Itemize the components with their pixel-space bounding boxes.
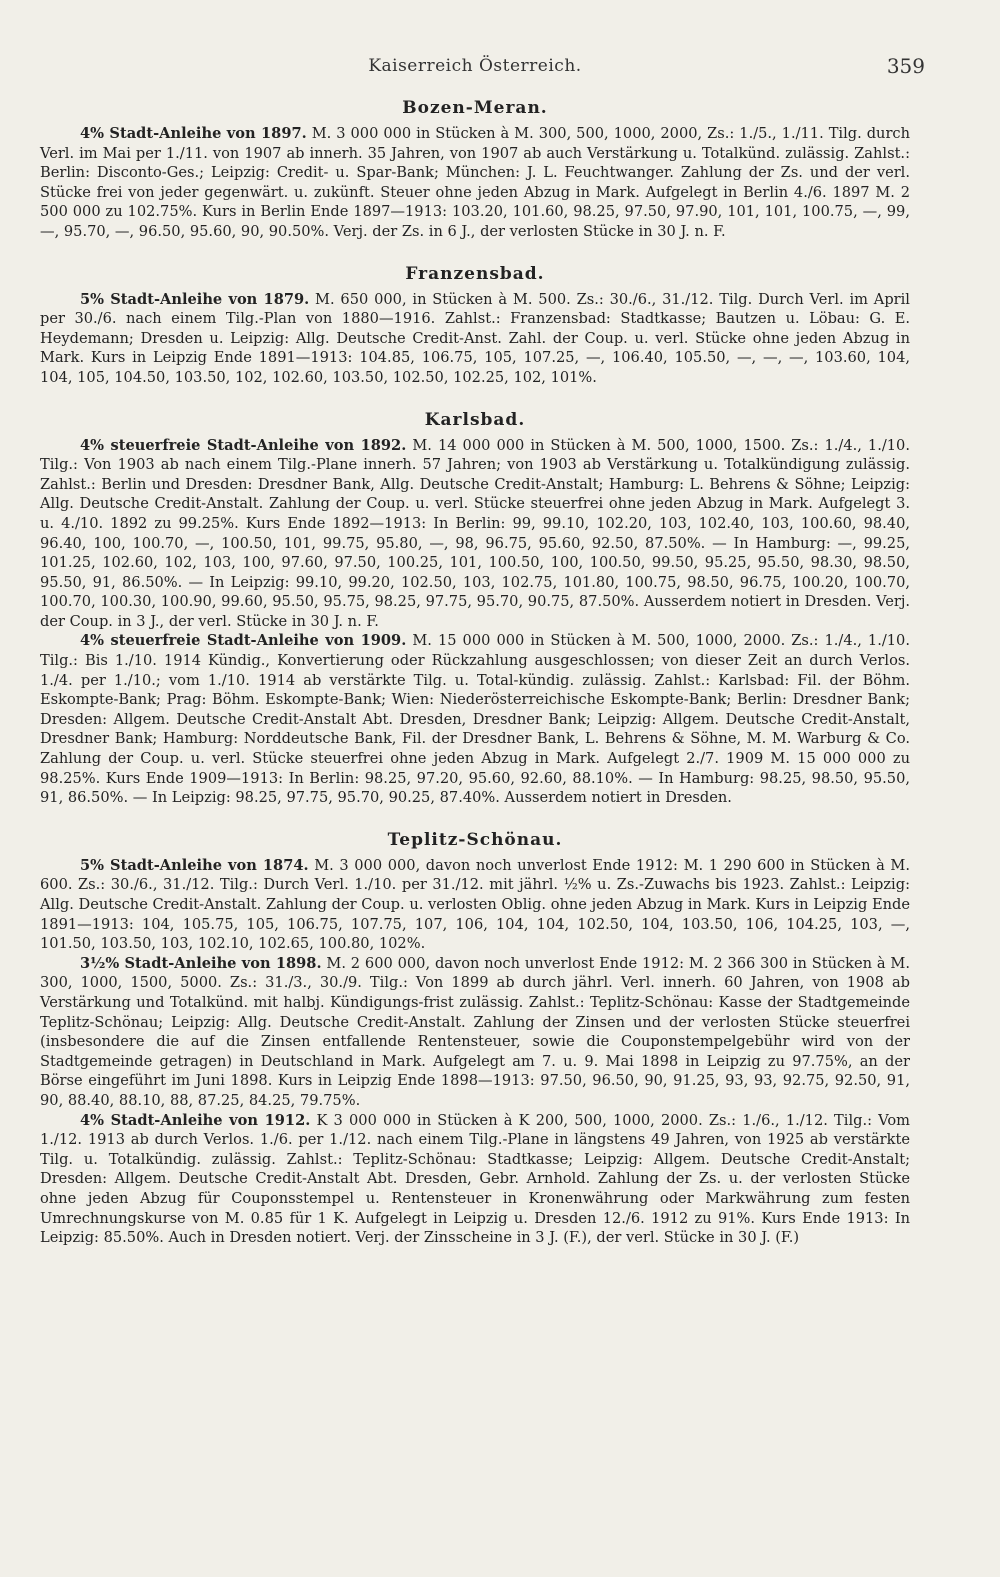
section-title: Franzensbad. <box>405 263 545 284</box>
bond-entry <box>40 1111 910 1248</box>
bond-text: M. 14 000 000 in Stücken à M. 500, 1000, 1500. Zs.: 1./4., 1./10. Tilg.: Von 1903 ab nach einem Tilg.-Plane innerh. 57 Jahren; von 1903 ab Verstärkung u. Totalkündigung zulässig. Zahlst.: Berlin und Dresden: Dresdner Bank, Allg. Deutsche Credit-Anstalt; Hamburg: L. Behrens & Söhne; Leipzig: Allg. Deutsche Credit-Anstalt. Zahlung der Coup. u. verl. Stücke steuerfrei ohne jeden Abzug in Mark. Aufgelegt 3. u. 4./10. 1892 zu 99.25%. Kurs Ende 1892—1913: In Berlin: 99, 99.10, 102.20, 103, 102.40, 103, 100.60, 98.40, 96.40, 100, 100.70, —, 100.50, 101, 99.75, 95.80, —, 98, 96.75, 95.60, 92.50, 87.50%. — In Hamburg: —, 99.25, 101.25, 102.60, 102, 103, 100, 97.60, 97.50, 100.25, 101, 100.50, 100, 100.50, 99.50, 95.25, 95.50, 98.30, 98.50, 95.50, 91, 86.50%. — In Leipzig: 99.10, 99.20, 102.50, 103, 102.75, 101.80, 100.75, 98.50, 96.75, 100.20, 100.70, 100.70, 100.30, 100.90, 99.60, 95.50, 95.75, 98.25, 97.75, 95.70, 90.75, 87.50%. Ausserdem notiert in Dresden. Verj. der Coup. in 3 J., der verl. Stücke in 30 J. n. F. <box>40 436 910 630</box>
bond-lead: 3½% Stadt-Anleihe von 1898. <box>80 954 322 972</box>
bond-entry <box>40 954 910 1111</box>
bond-text: M. 3 000 000 in Stücken à M. 300, 500, 1000, 2000, Zs.: 1./5., 1./11. Tilg. durch Verl. im Mai per 1./11. von 1907 ab innerh. 35 Jahren, von 1907 ab auch Verstärkung u. Totalkünd. zulässig. Zahlst.: Berlin: Disconto-Ges.; Leipzig: Credit- u. Spar-Bank; München: J. L. Feuchtwanger. Zahlung der Zs. und der verl. Stücke frei von jeder gegenwärt. u. zukünft. Steuer ohne jeden Abzug in Mark. Aufgelegt in Berlin 4./6. 1897 M. 2 500 000 zu 102.75%. Kurs in Berlin Ende 1897—1913: 103.20, 101.60, 98.25, 97.50, 97.90, 101, 101, 100.75, —, 99, —, 95.70, —, 96.50, 95.60, 90, 90.50%. Verj. der Zs. in 6 J., der verlosten Stücke in 30 J. n. F. <box>40 125 911 240</box>
bond-text: M. 3 000 000, davon noch unverlost Ende 1912: M. 1 290 600 in Stücken à M. 600. Zs.: 30./6., 31./12. Tilg.: Durch Verl. 1./10. per 31./12. mit jährl. ½% u. Zs.-Zuwachs bis 1923. Zahlst.: Leipzig: Allg. Deutsche Credit-Anstalt. Zahlung der Coup. u. verlosten Oblig. ohne jeden Abzug in Mark. Kurs in Leipzig Ende 1891—1913: 104, 105.75, 105, 106.75, 107.75, 107, 106, 104, 104, 102.50, 104, 103.50, 106, 104.25, 103, —, 101.50, 103.50, 103, 102.10, 102.65, 100.80, 102%. <box>40 856 910 953</box>
bond-entry <box>40 631 910 807</box>
bond-text: K 3 000 000 in Stücken à K 200, 500, 1000, 2000. Zs.: 1./6., 1./12. Tilg.: Vom 1./12. 1913 ab durch Verlos. 1./6. per 1./12. nach einem Tilg.-Plane in längstens 49 Jahren, von 1925 ab verstärkte Tilg. u. Totalkündig. zulässig. Zahlst.: Teplitz-Schönau: Stadtkasse; Leipzig: Allgem. Deutsche Credit-Anstalt; Dresden: Allgem. Deutsche Credit-Anstalt Abt. Dresden, Gebr. Arnhold. Zahlung der Zs. u. der verlosten Stücke ohne jeden Abzug für Couponsstempel u. Rentensteuer in Kronenwährung oder Markwährung zum festen Umrechnungskurse von M. 0.85 für 1 K. Aufgelegt in Leipzig u. Dresden 12./6. 1912 zu 91%. Kurs Ende 1913: In Leipzig: 85.50%. Auch in Dresden notiert. Verj. der Zinsscheine in 3 J. (F.), der verl. Stücke in 30 J. (F.) <box>40 1111 910 1247</box>
bond-text: M. 650 000, in Stücken à M. 500. Zs.: 30./6., 31./12. Tilg. Durch Verl. im April per 30./6. nach einem Tilg.-Plan von 1880—1916. Zahlst.: Franzensbad: Stadtkasse; Bautzen u. Löbau: G. E. Heydemann; Dresden u. Leipzig: Allg. Deutsche Credit-Anst. Zahl. der Coup. u. verl. Stücke ohne jeden Abzug in Mark. Kurs in Leipzig Ende 1891—1913: 104.85, 106.75, 105, 107.25, —, 106.40, 105.50, —, —, —, 103.60, 104, 104, 105, 104.50, 103.50, 102, 102.60, 103.50, 102.50, 102.25, 102, 101%. <box>40 290 910 386</box>
section-karlsbad <box>40 410 910 808</box>
bond-entry <box>40 856 910 954</box>
section-title: Karlsbad. <box>424 409 526 430</box>
section-franzensbad <box>40 264 910 388</box>
bond-lead: 4% steuerfreie Stadt-Anleihe von 1892. <box>80 436 407 454</box>
bond-lead: 4% Stadt-Anleihe von 1912. <box>80 1111 311 1129</box>
section-title: Teplitz-Schönau. <box>387 829 563 850</box>
bond-lead: 5% Stadt-Anleihe von 1874. <box>80 856 309 874</box>
bond-entry <box>40 436 910 632</box>
running-head <box>40 48 925 88</box>
bond-text: M. 15 000 000 in Stücken à M. 500, 1000, 2000. Zs.: 1./4., 1./10. Tilg.: Bis 1./10. 1914 Kündig., Konvertierung oder Rückzahlung ausgeschlossen; von dieser Zeit an durch Verlos. 1./4. per 1./10.; vom 1./10. 1914 ab verstärkte Tilg. u. Total-kündig. zulässig. Zahlst.: Karlsbad: Fil. der Böhm. Eskompte-Bank; Prag: Böhm. Eskompte-Bank; Wien: Niederösterreichische Eskompte-Bank; Berlin: Dresdner Bank; Dresden: Allgem. Deutsche Credit-Anstalt Abt. Dresden, Dresdner Bank; Leipzig: Allgem. Deutsche Credit-Anstalt, Dresdner Bank; Hamburg: Norddeutsche Bank, Fil. der Dresdner Bank, L. Behrens & Söhne, M. M. Warburg & Co. Zahlung der Coup. u. verl. Stücke steuerfrei ohne jeden Abzug in Mark. Aufgelegt 2./7. 1909 M. 15 000 000 zu 98.25%. Kurs Ende 1909—1913: In Berlin: 98.25, 97.20, 95.60, 92.60, 88.10%. — In Hamburg: 98.25, 98.50, 95.50, 91, 86.50%. — In Leipzig: 98.25, 97.75, 95.70, 90.25, 87.40%. Ausserdem notiert in Dresden. <box>40 632 910 807</box>
page-number: 359 <box>886 54 925 78</box>
section-bozen-meran <box>40 98 910 242</box>
running-title: Kaiserreich Österreich. <box>368 56 582 76</box>
bond-text: M. 2 600 000, davon noch unverlost Ende 1912: M. 2 366 300 in Stücken à M. 300, 1000, 1500, 5000. Zs.: 31./3., 30./9. Tilg.: Von 1899 ab durch jährl. Verl. innerh. 60 Jahren, von 1908 ab Verstärkung und Totalkünd. mit halbj. Kündigungs-frist zulässig. Zahlst.: Teplitz-Schönau: Kasse der Stadtgemeinde Teplitz-Schönau; Leipzig: Allg. Deutsche Credit-Anstalt. Zahlung der Zinsen und der verlosten Stücke steuerfrei (insbesondere die auf die Zinsen entfallende Rentensteuer, sowie die Couponstempelgebühr wird von der Stadtgemeinde getragen) in Deutschland in Mark. Aufgelegt am 7. u. 9. Mai 1898 in Leipzig zu 97.75%, an der Börse eingeführt im Juni 1898. Kurs in Leipzig Ende 1898—1913: 97.50, 96.50, 90, 91.25, 93, 93, 92.75, 92.50, 91, 90, 88.40, 88.10, 88, 87.25, 84.25, 79.75%. <box>40 954 910 1109</box>
bond-entry <box>40 290 910 388</box>
section-title: Bozen-Meran. <box>402 98 548 118</box>
bond-lead: 4% steuerfreie Stadt-Anleihe von 1909. <box>80 632 407 650</box>
bond-lead: 5% Stadt-Anleihe von 1879. <box>80 290 310 308</box>
bond-lead: 4% Stadt-Anleihe von 1897. <box>80 125 307 142</box>
section-teplitz-schoenau <box>40 830 910 1248</box>
bond-entry <box>40 124 910 242</box>
